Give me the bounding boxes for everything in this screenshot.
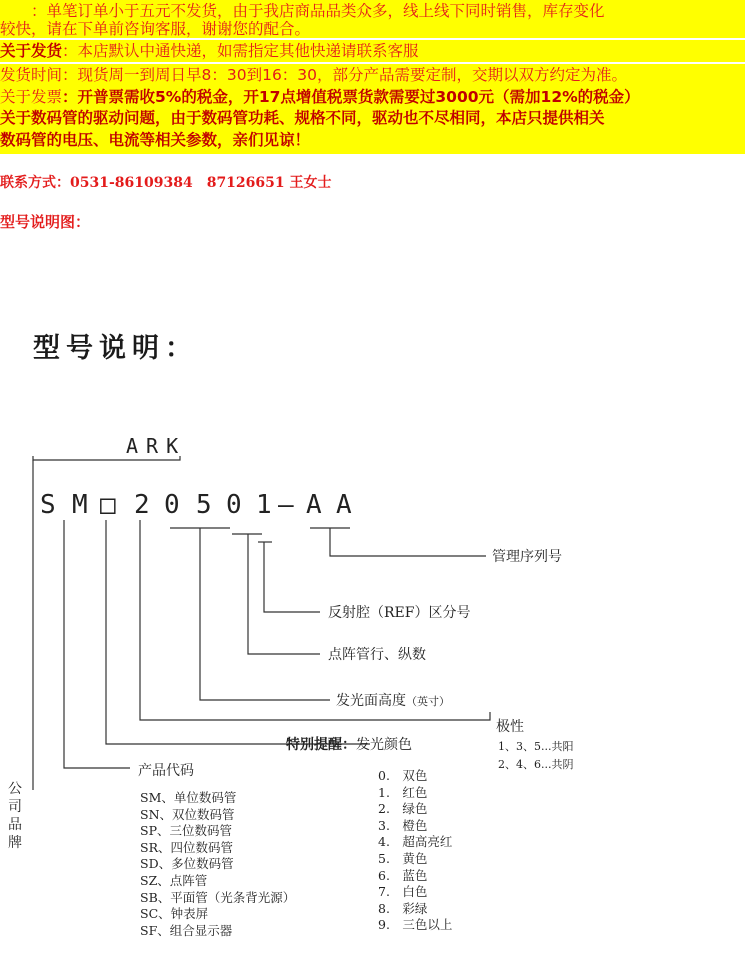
list-item: SF、组合显示器	[140, 922, 233, 938]
color-list	[378, 768, 452, 934]
model-char-7: 1	[256, 490, 272, 520]
list-item: 6. 蓝色	[378, 867, 428, 883]
label-height	[336, 690, 450, 710]
order-notice-line2: 较快，请在下单前咨询客服，谢谢您的配合。	[0, 20, 311, 38]
list-item: SC、钟表屏	[140, 906, 209, 922]
invoice-label: 关于发票	[0, 88, 63, 106]
invoice-text: ：开普票需收5%的税金，开17点增值税票货款需要过3000元（需加12%的税金）	[62, 88, 640, 106]
list-item: 5. 黄色	[378, 850, 428, 866]
list-item: SR、四位数码管	[140, 839, 233, 855]
list-item: 7. 白色	[378, 884, 428, 900]
shipping-label: 关于发货	[0, 42, 63, 60]
list-item: 0. 双色	[378, 768, 428, 783]
order-notice-line1: ：单笔订单小于五元不发货，由于我店商品品类众多，线上线下同时销售，库存变化	[0, 2, 605, 20]
contact-info: 联系方式：0531-86109384 87126651 王女士	[0, 175, 332, 191]
model-char-9: A	[306, 490, 322, 520]
label-polarity-1: 1、3、5...共阳	[498, 740, 574, 753]
driver-notice-line1: 关于数码管的驱动问题，由于数码管功耗、规格不同，驱动也不尽相同，本店只提供相关	[0, 109, 605, 127]
list-item: SN、双位数码管	[140, 806, 235, 822]
brand-code: ARK	[126, 434, 187, 458]
shipping-text: ：本店默认中通快递，如需指定其他快递请联系客服	[62, 42, 419, 60]
model-char-1: M	[72, 490, 88, 520]
list-item: 2. 绿色	[378, 801, 428, 817]
model-char-0: S	[40, 490, 56, 520]
diagram-title: 型号说明：	[33, 333, 198, 364]
model-char-5: 5	[196, 490, 212, 520]
ship-time-notice: 发货时间：现货周一到周日早8：30到16：30，部分产品需要定制，交期以双方约定为准。	[0, 66, 628, 84]
list-item: 1. 红色	[378, 784, 428, 800]
label-ref: 反射腔（REF）区分号	[328, 605, 471, 621]
model-char-8: —	[278, 490, 294, 520]
list-item: SD、多位数码管	[140, 856, 234, 872]
list-item: 3. 橙色	[378, 817, 428, 833]
label-height-unit: （英寸）	[406, 695, 450, 708]
invoice-notice	[0, 87, 640, 107]
model-char-6: 0	[226, 490, 242, 520]
color-text: 发光颜色	[356, 737, 412, 753]
list-item: SM、单位数码管	[140, 790, 237, 805]
model-char-2: □	[100, 490, 116, 520]
product-code-list	[140, 790, 295, 939]
special-note: 特别提醒：	[286, 737, 356, 753]
label-product-code: 产品代码	[138, 763, 194, 779]
label-polarity-2: 2、4、6...共阴	[498, 758, 574, 771]
label-color	[286, 734, 412, 754]
label-serial: 管理序列号	[492, 549, 562, 565]
list-item: 4. 超高亮红	[378, 834, 453, 850]
label-height-text: 发光面高度	[336, 693, 406, 709]
list-item: 9. 三色以上	[378, 917, 453, 933]
list-item: SZ、点阵管	[140, 872, 208, 888]
list-item: SB、平面管（光条背光源）	[140, 889, 296, 905]
list-item: 8. 彩绿	[378, 900, 428, 916]
label-matrix: 点阵管行、纵数	[328, 647, 426, 663]
shipping-notice	[0, 41, 419, 61]
model-char-3: 2	[134, 490, 150, 520]
label-company-brand: 公司品牌	[8, 781, 22, 851]
model-char-4: 0	[164, 490, 180, 520]
list-item: SP、三位数码管	[140, 823, 232, 839]
model-char-10: A	[336, 490, 352, 520]
driver-notice-line2: 数码管的电压、电流等相关参数，亲们见谅！	[0, 131, 311, 149]
label-polarity: 极性	[496, 719, 524, 735]
model-diagram	[0, 250, 750, 960]
model-diagram-label: 型号说明图：	[0, 213, 91, 231]
